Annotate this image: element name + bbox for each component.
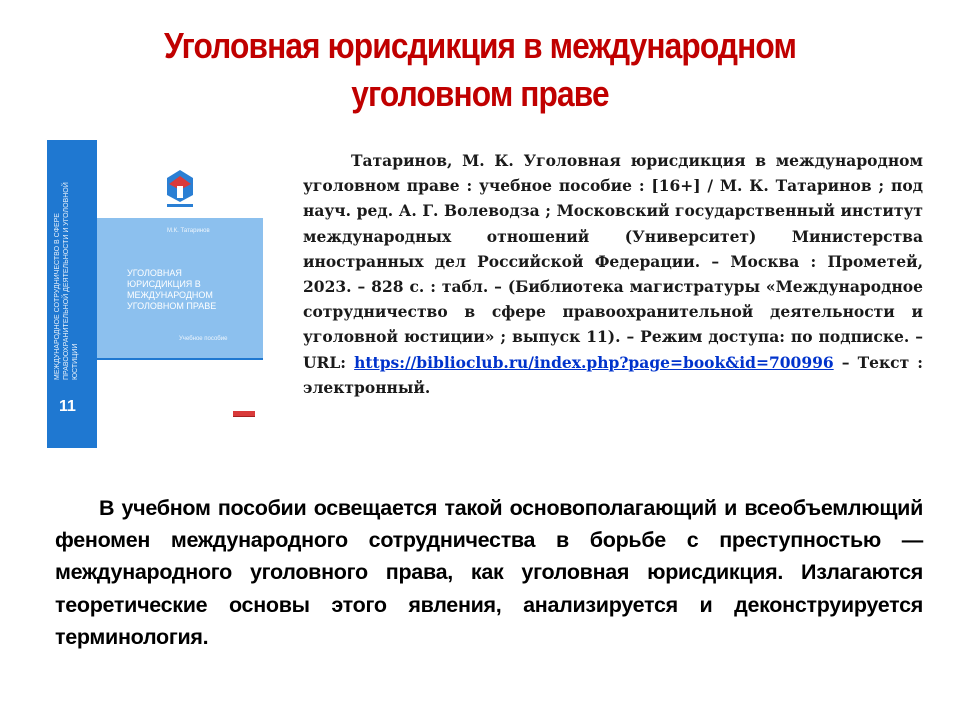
description-text-end: – Текст : электронный. <box>303 352 924 397</box>
cover-title: УГОЛОВНАЯ ЮРИСДИКЦИЯ В МЕЖДУНАРОДНОМ УГОЛОВНОМ ПРАВЕ <box>127 268 217 311</box>
publisher-logo <box>233 408 255 418</box>
cover-bottom-panel <box>97 358 263 448</box>
cover-author: М.К. Татаринов <box>167 228 210 234</box>
book-cover-image <box>47 140 263 448</box>
slide-title: Уголовная юрисдикция в международном уголовном праве <box>163 25 797 114</box>
description-text: Татаринов, М. К. Уголовная юрисдикция в международном уголовном праве : учебное пособие : [16+] / М. К. Татаринов ; под науч. ред. А. Г. Волеводза ; Московский государственный институт международных отношений (Университет) Министерства иностранных дел Российской Федерации. – Москва : Прометей, 2023. – 828 с. : табл. – (Библиотека магистратуры «Международное сотрудничество в сфере правоохранительной деятельности и уголовной юстиции» ; выпуск 11). – Режим доступа: по подписке. – URL: <box>303 151 923 372</box>
cover-series-number: 11 <box>59 398 76 415</box>
cover-top-panel <box>97 140 263 218</box>
cover-type: Учебное пособие <box>179 336 228 342</box>
cover-spine-text: МЕЖДУНАРОДНОЕ СОТРУДНИЧЕСТВО В СФЕРЕ ПРАВООХРАНИТЕЛЬНОЙ ДЕЯТЕЛЬНОСТИ И УГОЛОВНОЙ ЮСТИЦИИ <box>54 182 79 380</box>
book-url-link[interactable]: https://biblioclub.ru/index.php?page=book&id=700996 <box>354 352 834 372</box>
university-emblem-icon <box>97 140 263 218</box>
book-summary: В учебном пособии освещается такой основополагающий и всеобъемлющий феномен международного сотрудничества в борьбе с преступностью — международного уголовного права, как уголовная юрисдикция. Излагаются теоретические основы этого явления, анализируется и деконструируется терминология. <box>55 496 923 649</box>
bibliographic-description <box>303 148 923 400</box>
cover-divider <box>97 358 263 360</box>
